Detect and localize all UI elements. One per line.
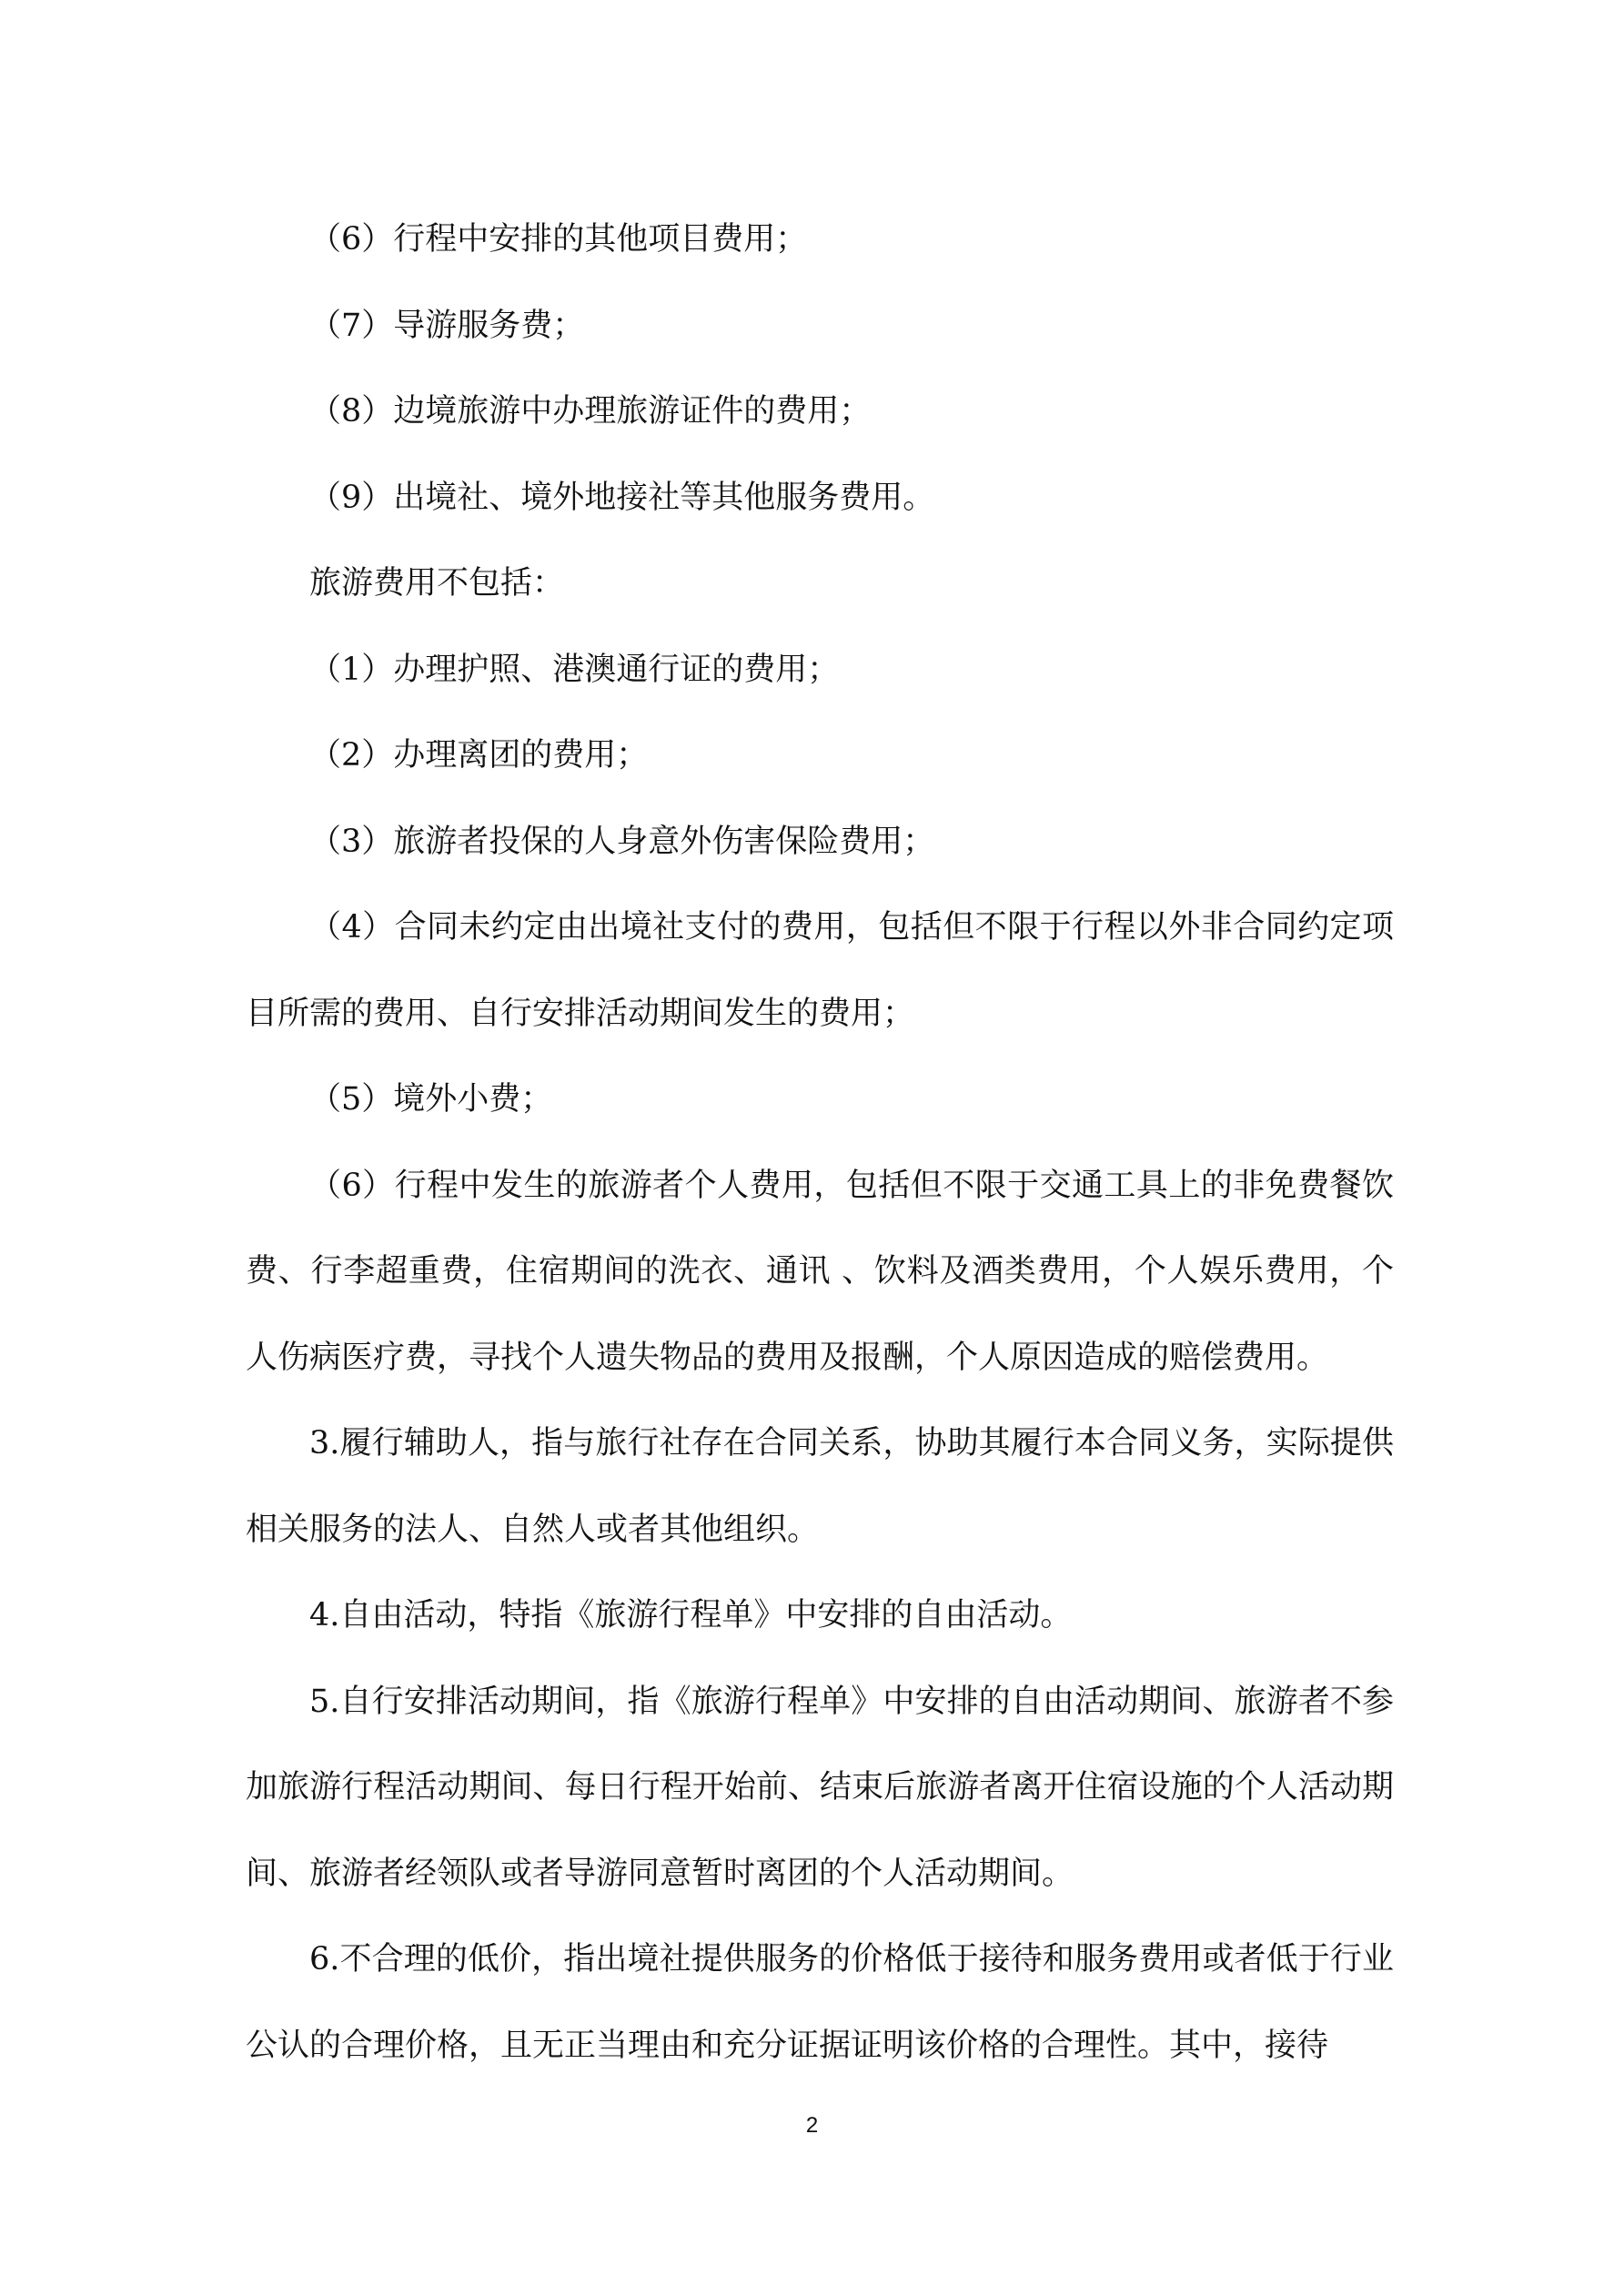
page-number: 2 — [805, 2113, 819, 2138]
body-text — [246, 197, 1394, 2089]
paragraph-exclusion-6: （6）行程中发生的旅游者个人费用，包括但不限于交通工具上的非免费餐饮费、行李超重费，住宿期间的洗衣、通讯 、饮料及酒类费用，个人娱乐费用，个人伤病医疗费，寻找个人遗失物品的费用及报酬，个人原因造成的赔偿费用。 — [246, 1167, 1394, 1376]
paragraph-exclusion-3: （3）旅游者投保的人身意外伤害保险费用； — [309, 823, 935, 860]
paragraph-exclusion-5: （5）境外小费； — [309, 1081, 553, 1118]
paragraph-item-9-service-fees: （9）出境社、境外地接社等其他服务费用。 — [309, 479, 935, 516]
paragraph-item-7-guide-fee: （7）导游服务费； — [309, 307, 585, 344]
paragraph-definition-6: 6.不合理的低价，指出境社提供服务的价格低于接待和服务费用或者低于行业公认的合理价格，且无正当理由和充分证据证明该价格的合理性。其中，接待 — [246, 1941, 1394, 2064]
paragraph-exclusions-heading: 旅游费用不包括： — [309, 565, 565, 602]
paragraph-definition-3: 3.履行辅助人，指与旅行社存在合同关系，协助其履行本合同义务，实际提供相关服务的法人、自然人或者其他组织。 — [246, 1425, 1394, 1548]
paragraph-exclusion-4: （4）合同未约定由出境社支付的费用，包括但不限于行程以外非合同约定项目所需的费用、自行安排活动期间发生的费用； — [246, 909, 1394, 1032]
paragraph-exclusion-2: （2）办理离团的费用； — [309, 737, 649, 774]
paragraph-item-6-other-costs: （6）行程中安排的其他项目费用； — [309, 221, 808, 258]
paragraph-definition-5: 5.自行安排活动期间，指《旅游行程单》中安排的自由活动期间、旅游者不参加旅游行程活动期间、每日行程开始前、结束后旅游者离开住宿设施的个人活动期间、旅游者经领队或者导游同意暂时离团的个人活动期间。 — [246, 1683, 1394, 1892]
paragraph-definition-4: 4.自由活动，特指《旅游行程单》中安排的自由活动。 — [309, 1597, 1073, 1633]
paragraph-item-8-border-docs: （8）边境旅游中办理旅游证件的费用； — [309, 393, 872, 430]
paragraph-exclusion-1: （1）办理护照、港澳通行证的费用； — [309, 651, 840, 688]
